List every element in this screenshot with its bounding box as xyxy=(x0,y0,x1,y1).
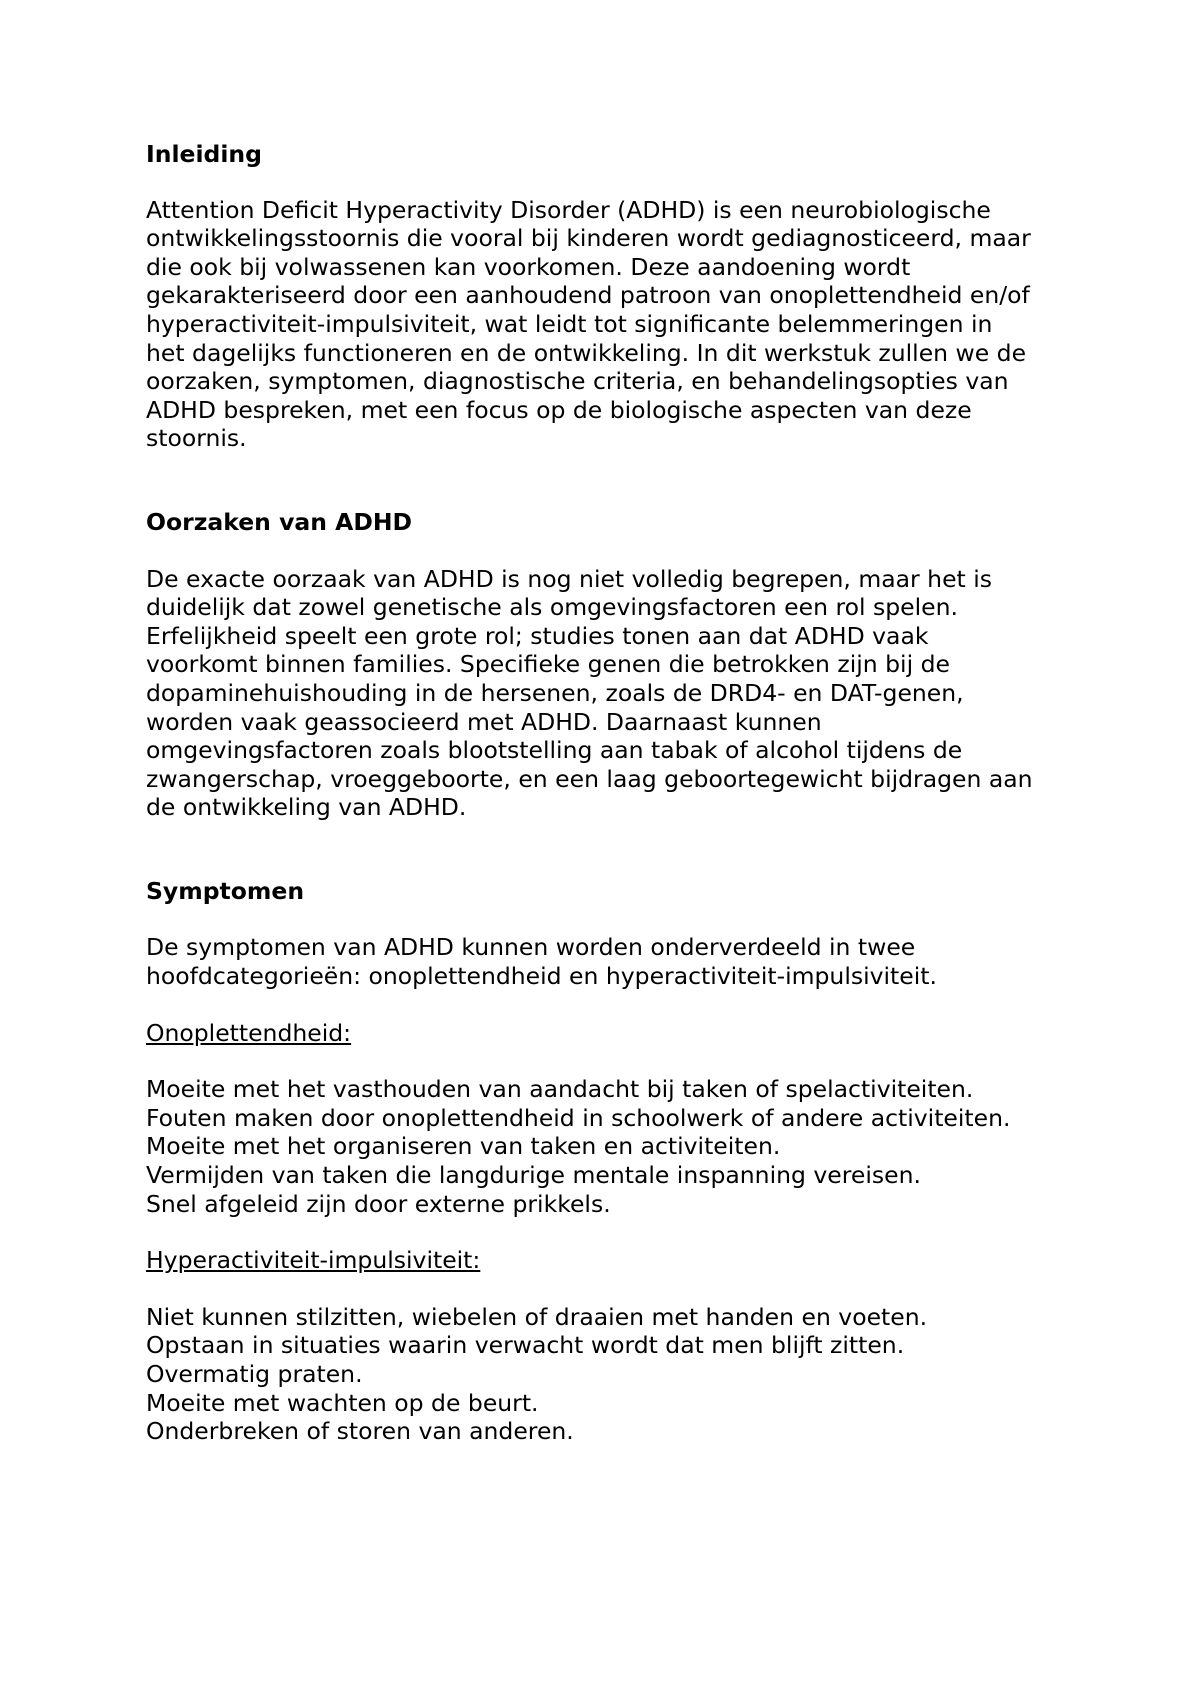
subsection-title-hyperactiviteit: Hyperactiviteit-impulsiviteit: xyxy=(146,1246,481,1275)
text-line: duidelijk dat zowel genetische als omgevingsfactoren een rol spelen. xyxy=(146,593,958,622)
text-line: worden vaak geassocieerd met ADHD. Daarnaast kunnen xyxy=(146,707,822,736)
list-item: Onderbreken of storen van anderen. xyxy=(146,1417,574,1446)
text-line: ADHD bespreken, met een focus op de biologische aspecten van deze xyxy=(146,395,972,424)
text-line: die ook bij volwassenen kan voorkomen. Deze aandoening wordt xyxy=(146,252,911,281)
section-title-oorzaken: Oorzaken van ADHD xyxy=(146,507,413,536)
text-line: oorzaken, symptomen, diagnostische criteria, en behandelingsopties van xyxy=(146,367,1009,396)
list-item: Fouten maken door onoplettendheid in schoolwerk of andere activiteiten. xyxy=(146,1103,1011,1132)
text-line: hyperactiviteit-impulsiviteit, wat leidt tot significante belemmeringen in xyxy=(146,309,993,338)
list-item: Moeite met wachten op de beurt. xyxy=(146,1388,539,1417)
section-body-symptomen xyxy=(146,933,1076,990)
text-line: Attention Deficit Hyperactivity Disorder (ADHD) is een neurobiologische xyxy=(146,195,991,224)
list-item: Vermijden van taken die langdurige mentale inspanning vereisen. xyxy=(146,1161,921,1190)
text-line: dopaminehuishouding in de hersenen, zoals de DRD4- en DAT-genen, xyxy=(146,678,964,707)
symptom-list-hyperactiviteit xyxy=(146,1303,1076,1446)
text-line: voorkomt binnen families. Specifieke genen die betrokken zijn bij de xyxy=(146,650,950,679)
text-line: omgevingsfactoren zoals blootstelling aan tabak of alcohol tijdens de xyxy=(146,736,963,765)
list-item: Overmatig praten. xyxy=(146,1360,363,1388)
section-title-symptomen: Symptomen xyxy=(146,876,305,905)
section-body-inleiding xyxy=(146,196,1076,453)
list-item: Niet kunnen stilzitten, wiebelen of draaien met handen en voeten. xyxy=(146,1302,928,1331)
list-item: Moeite met het organiseren van taken en activiteiten. xyxy=(146,1132,781,1161)
section-title-inleiding: Inleiding xyxy=(146,140,262,168)
list-item: Snel afgeleid zijn door externe prikkels. xyxy=(146,1189,611,1218)
text-line: De symptomen van ADHD kunnen worden onderverdeeld in twee xyxy=(146,933,916,962)
list-item: Moeite met het vasthouden van aandacht bij taken of spelactiviteiten. xyxy=(146,1075,974,1104)
text-line: ontwikkelingsstoornis die vooral bij kinderen wordt gediagnosticeerd, maar xyxy=(146,224,1031,253)
text-line: De exacte oorzaak van ADHD is nog niet volledig begrepen, maar het is xyxy=(146,564,992,593)
text-line: het dagelijks functioneren en de ontwikkeling. In dit werkstuk zullen we de xyxy=(146,338,1027,367)
text-line: stoornis. xyxy=(146,424,247,453)
subsection-title-onoplettendheid: Onoplettendheid: xyxy=(146,1018,352,1047)
list-item: Opstaan in situaties waarin verwacht wordt dat men blijft zitten. xyxy=(146,1331,905,1360)
text-line: gekarakteriseerd door een aanhoudend patroon van onoplettendheid en/of xyxy=(146,281,1030,310)
section-body-oorzaken xyxy=(146,565,1076,822)
text-line: Erfelijkheid speelt een grote rol; studies tonen aan dat ADHD vaak xyxy=(146,621,929,650)
text-line: de ontwikkeling van ADHD. xyxy=(146,793,467,822)
document-content xyxy=(146,140,1076,1469)
symptom-list-onoplettendheid xyxy=(146,1075,1076,1218)
text-line: hoofdcategorieën: onoplettendheid en hyperactiviteit-impulsiviteit. xyxy=(146,962,937,991)
text-line: zwangerschap, vroeggeboorte, en een laag geboortegewicht bijdragen aan xyxy=(146,764,1033,793)
